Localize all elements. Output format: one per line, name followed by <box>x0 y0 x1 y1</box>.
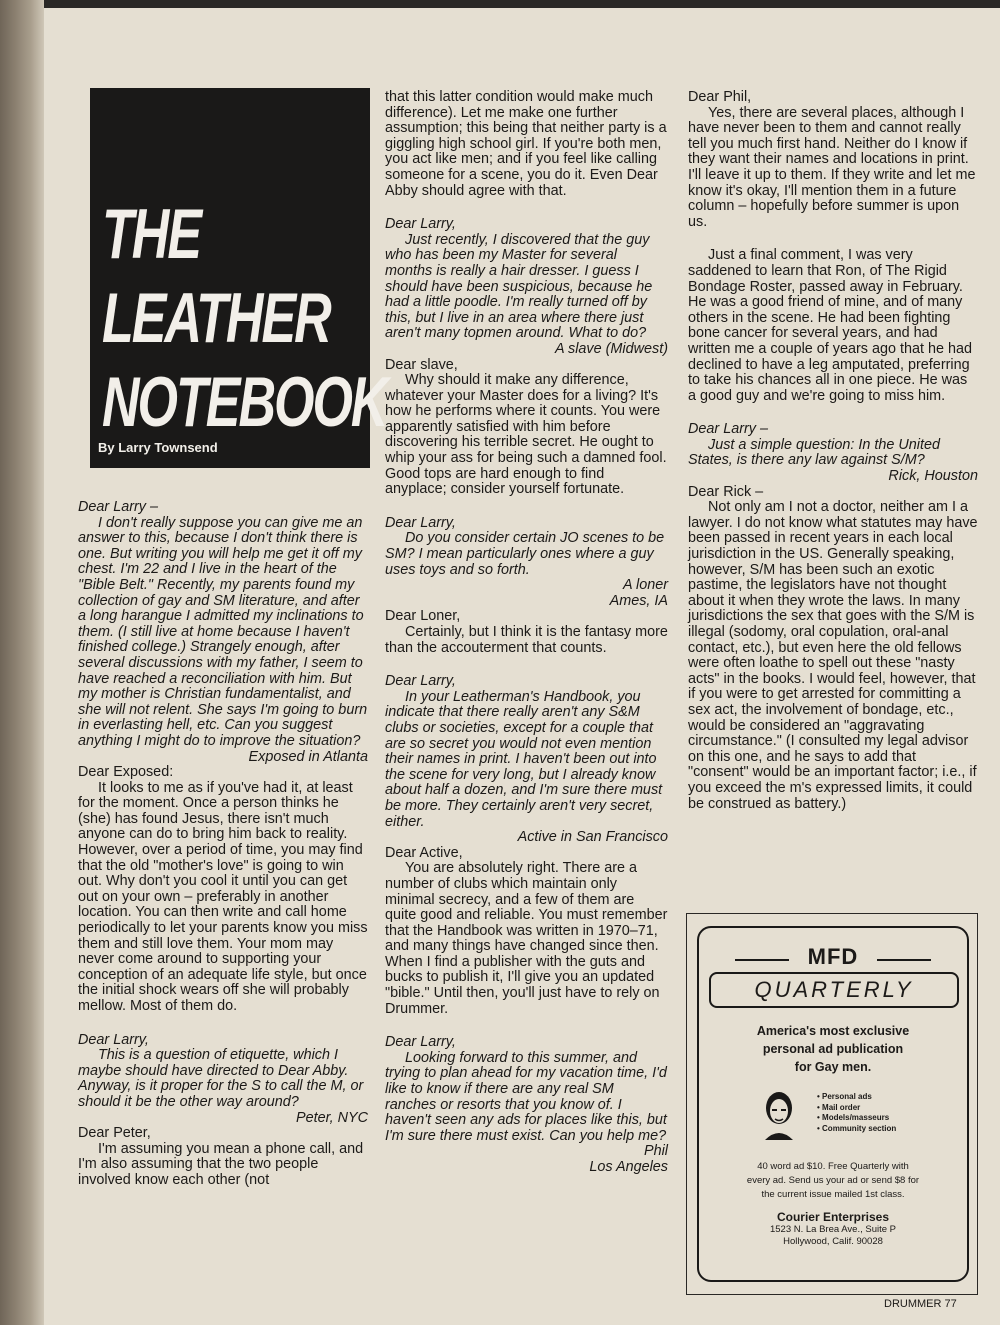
ad-body-line: the current issue mailed 1st class. <box>761 1189 905 1200</box>
reply-body: that this latter condition would make much difference). Let me make one further assumption; this being that neither party is a giggling high school girl. If you're both men, you act like men; and if you feel like calling someone for a scene, you do it. Even Dear Abby should agree with that. <box>385 89 667 199</box>
letter-body: I don't really suppose you can give me an answer to this, because I don't think there is one. But writing you will help me get it off my chest. I'm 22 and I live in the heart of the "Bible Belt." Recently, my parents found my collection of gay and SM literature, and after a long harangue I admitted my inclinations to them. (I still live at home because I haven't finished college.) Strangely enough, after several discussions with my father, I seem to have reached a reconciliation with him. But my mother is Christian fundamentalist, and she will not relent. She says I'm going to burn in everlasting hell, etc. Can you suggest anything I might do to improve the situation? <box>78 514 368 749</box>
feature-item: • Personal ads <box>817 1092 872 1101</box>
reply-body: Why should it make any difference, whatever your Master does for a living? It's how he performs where it counts. You were apparently satisfied with him before discovering his terrible secret. He ought to whip your ass for being such a damned fool. Good tops are hard enough to find anyplace; consider yourself fortunate. <box>385 372 667 498</box>
letter-body: Just a simple question: In the United States, is there any law against S/M? <box>688 436 940 469</box>
feature-item: • Mail order <box>817 1102 861 1112</box>
tagline-line: America's most exclusive <box>756 1024 910 1038</box>
brand-rule-right <box>877 959 931 961</box>
reply-salutation: Dear Phil, <box>688 89 752 105</box>
letter-signature: Active in San Francisco <box>517 829 668 846</box>
reply-body: Certainly, but I think it is the fantasy more than the accouterment that counts. <box>385 624 668 656</box>
reply-body: Just a final comment, I was very saddened to learn that Ron, of The Rigid Bondage Roster, passed away in February. He was a good friend of mine, and of many others in the scene. He had been fighting bone cancer for several years, and had written me a couple of years ago that he had declined to have a leg amputated, preferring to take his chances all in one piece. He was a good guy and we're going to miss him. <box>688 247 972 404</box>
tagline-line: for Gay men. <box>794 1060 872 1074</box>
letter-salutation: Dear Larry, <box>385 216 456 233</box>
column-1 <box>78 500 368 1189</box>
paragraph-gap <box>688 404 978 422</box>
ad-company: Courier Enterprises <box>776 1210 890 1224</box>
ad-tagline <box>699 1022 967 1076</box>
byline: By Larry Townsend <box>98 440 218 455</box>
letter-salutation: Dear Larry – <box>78 499 158 515</box>
address-line: 1523 N. La Brea Ave., Suite P <box>769 1224 897 1235</box>
reply-salutation: Dear Loner, <box>385 608 461 625</box>
reply-salutation: Dear Peter, <box>78 1125 151 1142</box>
reply-body: Yes, there are several places, although I have never been to them and cannot really tell you much first hand. Neither do I know if they want their names and locations in print. I'll leave it up to them. If they write and let me know it's okay, I'll mention them in a future column – hopefully before summer is upon us. <box>688 104 976 230</box>
reply-salutation: Dear Exposed: <box>78 764 174 781</box>
letter-salutation: Dear Larry, <box>78 1031 149 1048</box>
paragraph-gap <box>385 1017 668 1035</box>
letter-body: This is a question of etiquette, which I maybe should have directed to Dear Abby. Anyway, is it proper for the S to call the M, or should it be the other way around? <box>78 1047 364 1110</box>
reply-salutation: Dear Rick – <box>688 483 764 500</box>
letter-salutation: Dear Larry – <box>688 421 768 438</box>
title-line-3: NOTEBOOK <box>102 363 387 443</box>
letter-signature: A slave (Midwest) <box>554 340 668 357</box>
letter-body: Looking forward to this summer, and trying to plan ahead for my vacation time, I'd like to know if there are any real SM ranches or resorts that you know of. I haven't seen any ads for places like this, but I'm sure there must exist. Can you help me? <box>385 1049 667 1144</box>
ad-features <box>817 1092 896 1134</box>
letter-body: Do you consider certain JO scenes to be SM? I mean particularly ones where a guy uses toys and so forth. <box>385 530 665 578</box>
ad-frame <box>697 926 969 1282</box>
paragraph-gap <box>385 199 668 217</box>
feature-item: • Models/masseurs <box>817 1113 890 1122</box>
letter-signature: A loner <box>622 577 668 594</box>
reply-salutation: Dear slave, <box>385 356 458 373</box>
tagline-line: personal ad publication <box>762 1042 904 1056</box>
ad-quarterly-box: QUARTERLY <box>709 972 959 1008</box>
paragraph-gap <box>385 656 668 674</box>
letter-body: Just recently, I discovered that the guy who has been my Master for several months is really a hair dresser. I guess I should have been suspicious, because he had a little poodle. I'm really turned off by this, but I live in an area where there just aren't many topmen around. What to do? <box>385 231 653 342</box>
top-band <box>44 0 1000 8</box>
title-line-1: THE <box>102 195 200 275</box>
letter-signature: Peter, NYC <box>296 1109 368 1126</box>
letter-body: In your Leatherman's Handbook, you indicate that there really aren't any S&M clubs or societies, except for a couple that are so secret you would not even mention their names in print. I haven't been out into the scene for very long, but I already know about half a dozen, and I'm sure there must be more. They certainly aren't very secret, either. <box>385 688 663 830</box>
ad-address <box>699 1224 967 1248</box>
reply-body: I'm assuming you mean a phone call, and I'm also assuming that the two people involved know each other (not <box>78 1140 364 1188</box>
letter-signature: Los Angeles <box>589 1159 668 1175</box>
ad-body <box>699 1160 967 1202</box>
page-spine <box>0 0 44 1325</box>
paragraph-gap <box>78 1015 368 1033</box>
ad-body-line: every ad. Send us your ad or send $8 for <box>746 1175 920 1186</box>
letter-signature: Rick, Houston <box>888 468 978 485</box>
man-portrait-icon <box>757 1088 801 1142</box>
reply-salutation: Dear Active, <box>385 844 463 861</box>
reply-body: You are absolutely right. There are a number of clubs which maintain only minimal secrecy, and a few of them are quite good and reliable. You must remember that the Handbook was written in 1970–71, and many things have changed since then. When I find a publisher with the guts and bucks to publish it, I'll give you an updated "bible." Until then, you'll just have to rely on Drummer. <box>385 860 668 1017</box>
letter-salutation: Dear Larry, <box>385 1034 456 1051</box>
paragraph-gap <box>385 498 668 516</box>
letter-signature: Ames, IA <box>609 592 668 609</box>
reply-body: It looks to me as if you've had it, at least for the moment. Once a person thinks he (she) has found Jesus, there isn't much anyone can do to bring him back to reality. However, over a period of time, you may find that the old "mother's love" is going to win out. Why don't you cool it until you can get out on your own – preferably in another location. You can then write and call home periodically to let your parents know you miss them and still love them. Your mom may never come around to supporting your conception of an adequate life style, but once the initial shock wears off she will probably mellow. Most of them do. <box>78 779 368 1014</box>
title-line-2: LEATHER <box>102 279 330 359</box>
ad-body-line: 40 word ad $10. Free Quarterly with <box>757 1161 909 1172</box>
column-3 <box>688 90 978 812</box>
address-line: Hollywood, Calif. 90028 <box>783 1236 883 1247</box>
paragraph-gap <box>688 230 978 248</box>
letter-signature: Exposed in Atlanta <box>248 748 368 765</box>
feature-item: • Community section <box>817 1123 897 1133</box>
column-header-block <box>90 88 387 468</box>
page-folio: DRUMMER 77 <box>884 1298 957 1310</box>
column-2 <box>385 90 668 1176</box>
ad-brand: MFD <box>807 944 859 969</box>
letter-salutation: Dear Larry, <box>385 673 456 690</box>
letter-salutation: Dear Larry, <box>385 514 456 531</box>
mfd-quarterly-ad <box>686 913 978 1295</box>
letter-signature: Phil <box>644 1143 668 1160</box>
reply-body: Not only am I not a doctor, neither am I a lawyer. I do not know what statutes may have been passed in recent years in each local jurisdiction in the US. Generally speaking, however, S/M has been such an exotic pastime, the legislators have not thought about it when they wrote the laws. In many jurisdictions the sex that goes with the S/M is illegal (sodomy, oral copulation, oral-anal contact, etc.), but even here the old fellows were often loathe to spell out these "nasty acts" in the books. I would feel, however, that if you were to get arrested for committing a sex act, the involvement of bondage, etc., would be considered an "aggravating circumstance." (I consulted my legal advisor on this one, and he says to add that "consent" would be an important factor; i.e., if you exceed the m's expressed limits, it could be construed as battery.) <box>688 499 978 812</box>
